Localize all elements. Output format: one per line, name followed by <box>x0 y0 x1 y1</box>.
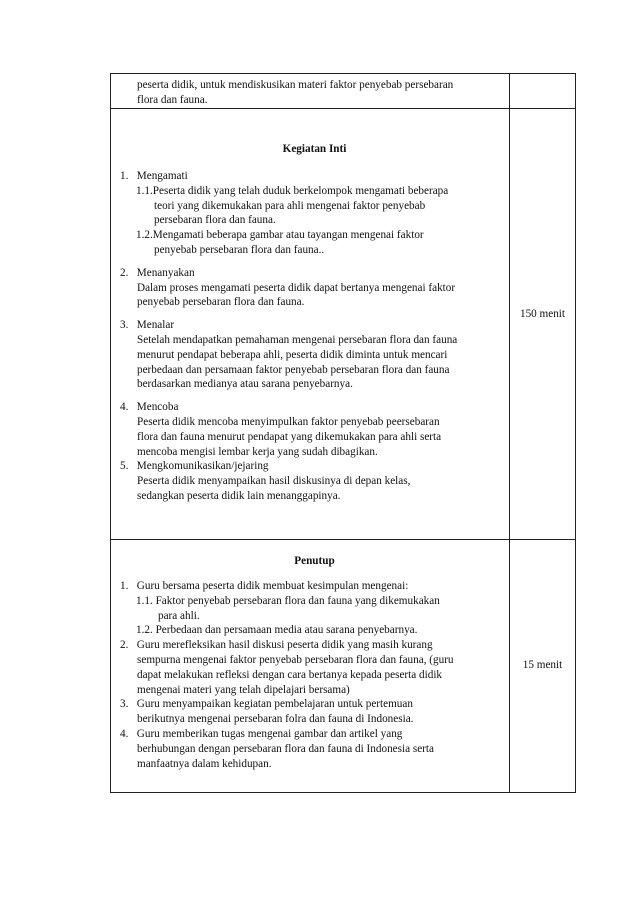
section-heading: Penutup <box>294 555 335 567</box>
activity-cell <box>111 109 510 540</box>
list-text: Guru memberikan tugas mengenai gambar dan artikel yang <box>136 727 403 740</box>
list-item <box>120 169 509 184</box>
list-number: 2. <box>120 266 129 279</box>
list-text: Guru merefleksikan hasil diskusi peserta didik yang masih kurang <box>136 639 433 652</box>
paragraph-line: berhubungan dengan persebaran flora dan fauna di Indonesia serta <box>137 742 434 755</box>
sub-item-line: 1.1.Peserta didik yang telah duduk berkelompok mengamati beberapa <box>136 184 449 197</box>
sub-item-line: persebaran flora dan fauna. <box>154 214 276 227</box>
list-text: Guru menyampaikan kegiatan pembelajaran untuk pertemuan <box>136 698 413 711</box>
table-row <box>111 109 576 540</box>
list-number: 4. <box>120 727 129 740</box>
paragraph-line: dapat melakukan refleksi dengan cara bertanya kepada peserta didik <box>137 668 443 681</box>
sub-item-line: para ahli. <box>158 609 200 622</box>
lesson-plan-table <box>110 73 576 793</box>
activity-cell <box>111 74 510 109</box>
list-title: Mencoba <box>136 401 179 414</box>
list-title: Menalar <box>136 319 175 332</box>
paragraph-line: sedangkan peserta didik lain menanggapinya. <box>137 489 341 502</box>
sub-item-line: 1.2.Mengamati beberapa gambar atau tayangan mengenai faktor <box>136 229 424 242</box>
list-item <box>120 318 509 333</box>
list-title: Menanyakan <box>136 266 195 279</box>
list-title: Mengamati <box>136 170 188 182</box>
text-line: flora dan fauna. <box>137 93 208 106</box>
sub-item-line: penyebab persebaran flora dan fauna.. <box>154 243 325 256</box>
paragraph-line: mengenai materi yang telah dipelajari bersama) <box>137 683 350 696</box>
list-number: 1. <box>120 170 129 182</box>
list-title: Mengkomunikasikan/jejaring <box>136 460 269 473</box>
paragraph-line: Setelah mendapatkan pemahaman mengenai persebaran flora dan fauna <box>137 333 458 346</box>
sub-item-line: teori yang dikemukakan para ahli mengenai faktor penyebab <box>154 199 426 212</box>
list-number: 2. <box>120 639 129 652</box>
paragraph-line: Peserta didik menyampaikan hasil diskusinya di depan kelas, <box>137 475 411 488</box>
paragraph-line: perbedaan dan persamaan faktor penyebab persebaran flora dan fauna <box>137 363 450 376</box>
table-row <box>111 540 576 793</box>
paragraph-line: manfaatnya dalam kehidupan. <box>137 757 272 770</box>
list-item <box>120 697 509 712</box>
list-item <box>120 638 509 653</box>
paragraph-line: menurut pendapat beberapa ahli, peserta didik diminta untuk mencari <box>137 348 448 361</box>
list-number: 3. <box>120 319 129 332</box>
paragraph-line: flora dan fauna menurut pendapat yang dikemukakan para ahli serta <box>137 430 442 443</box>
list-item <box>120 727 509 742</box>
text-line <box>137 78 507 93</box>
sub-item-line: 1.2. Perbedaan dan persamaan media atau sarana penyebarnya. <box>136 624 418 637</box>
paragraph-line: berdasarkan medianya atau sarana penyebarnya. <box>137 378 353 391</box>
activity-cell <box>111 540 510 793</box>
table-row <box>111 74 576 109</box>
list-number: 4. <box>120 401 129 414</box>
time-cell <box>510 74 576 109</box>
paragraph-line: Peserta didik mencoba menyimpulkan faktor penyebab peersebaran <box>137 415 440 428</box>
list-item <box>120 400 509 415</box>
list-number: 1. <box>120 580 129 592</box>
sub-item-line: 1.1. Faktor penyebab persebaran flora dan fauna yang dikemukakan <box>136 594 440 607</box>
paragraph-line: mencoba mengisi lembar kerja yang sudah dibagikan. <box>137 445 378 458</box>
list-number: 3. <box>120 698 129 711</box>
time-cell <box>510 109 576 540</box>
list-number: 5. <box>120 460 129 473</box>
paragraph-line: penyebab persebaran flora dan fauna. <box>137 296 305 309</box>
duration-label: 15 menit <box>522 659 563 671</box>
list-item <box>120 579 509 594</box>
time-cell <box>510 540 576 793</box>
duration-label: 150 menit <box>519 308 566 320</box>
word-group: peserta didik, untuk mendiskusikan materi faktor penyebab persebaran <box>137 79 454 91</box>
list-text: Guru bersama peserta didik membuat kesimpulan mengenai: <box>136 580 409 592</box>
paragraph-line: berikutnya mengenai persebaran folra dan fauna di Indonesia. <box>137 713 414 726</box>
paragraph-line: Dalam proses mengamati peserta didik dapat bertanya mengenai faktor <box>137 281 456 294</box>
list-item <box>120 266 509 281</box>
paragraph-line: sempurna mengenai faktor penyebab persebaran flora dan fauna, (guru <box>137 653 454 666</box>
list-item <box>120 459 509 474</box>
section-heading: Kegiatan Inti <box>282 143 347 155</box>
